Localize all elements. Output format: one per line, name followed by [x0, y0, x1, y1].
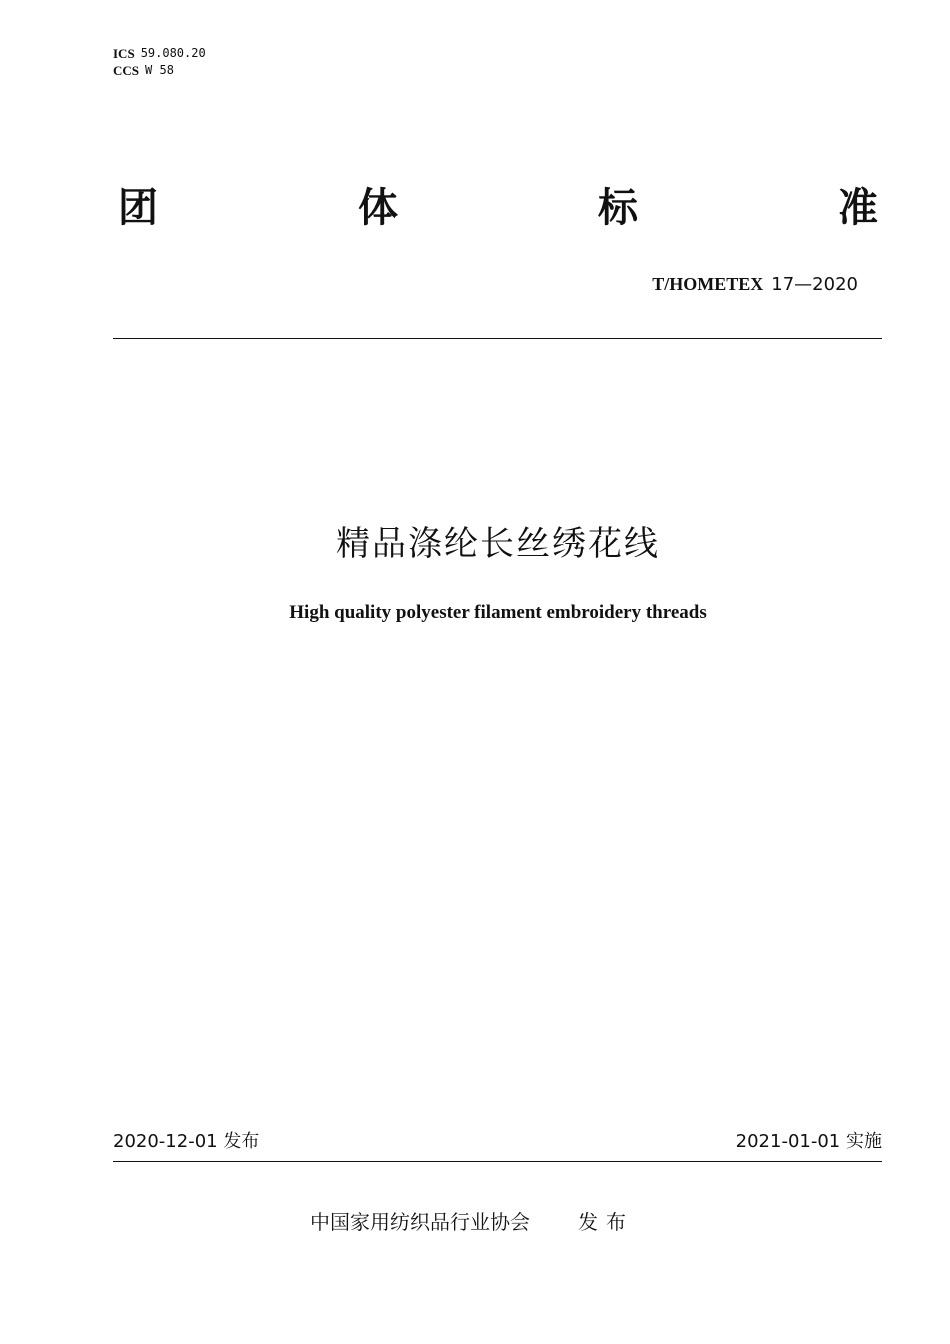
ccs-label: CCS	[113, 63, 140, 78]
issuer-action: 发布	[578, 1210, 634, 1234]
ccs-code-row	[113, 62, 206, 79]
publish-date: 2020-12-01 发布	[113, 1131, 260, 1152]
standard-number	[652, 272, 858, 297]
standard-type-char: 体	[358, 185, 398, 231]
ccs-value: W 58	[145, 63, 174, 77]
ics-code-row	[113, 45, 206, 62]
standard-type-heading	[118, 180, 878, 236]
standard-type-char: 标	[598, 185, 638, 231]
english-title: High quality polyester filament embroidery threads	[289, 602, 707, 623]
standard-type-char: 团	[118, 185, 158, 231]
classification-codes	[113, 45, 206, 79]
chinese-title: 精品涤纶长丝绣花线	[336, 524, 660, 564]
issuer-line	[310, 1208, 634, 1236]
top-divider	[113, 338, 882, 339]
standard-number-prefix: T/HOMETEX	[652, 274, 764, 294]
ics-label: ICS	[113, 46, 135, 61]
standard-type-char: 准	[838, 185, 878, 231]
ics-value: 59.080.20	[140, 46, 206, 60]
bottom-divider	[113, 1161, 882, 1162]
standard-number-value: 17—2020	[771, 274, 858, 295]
issuer-organization: 中国家用纺织品行业协会	[310, 1210, 530, 1234]
implementation-date: 2021-01-01 实施	[735, 1131, 882, 1152]
